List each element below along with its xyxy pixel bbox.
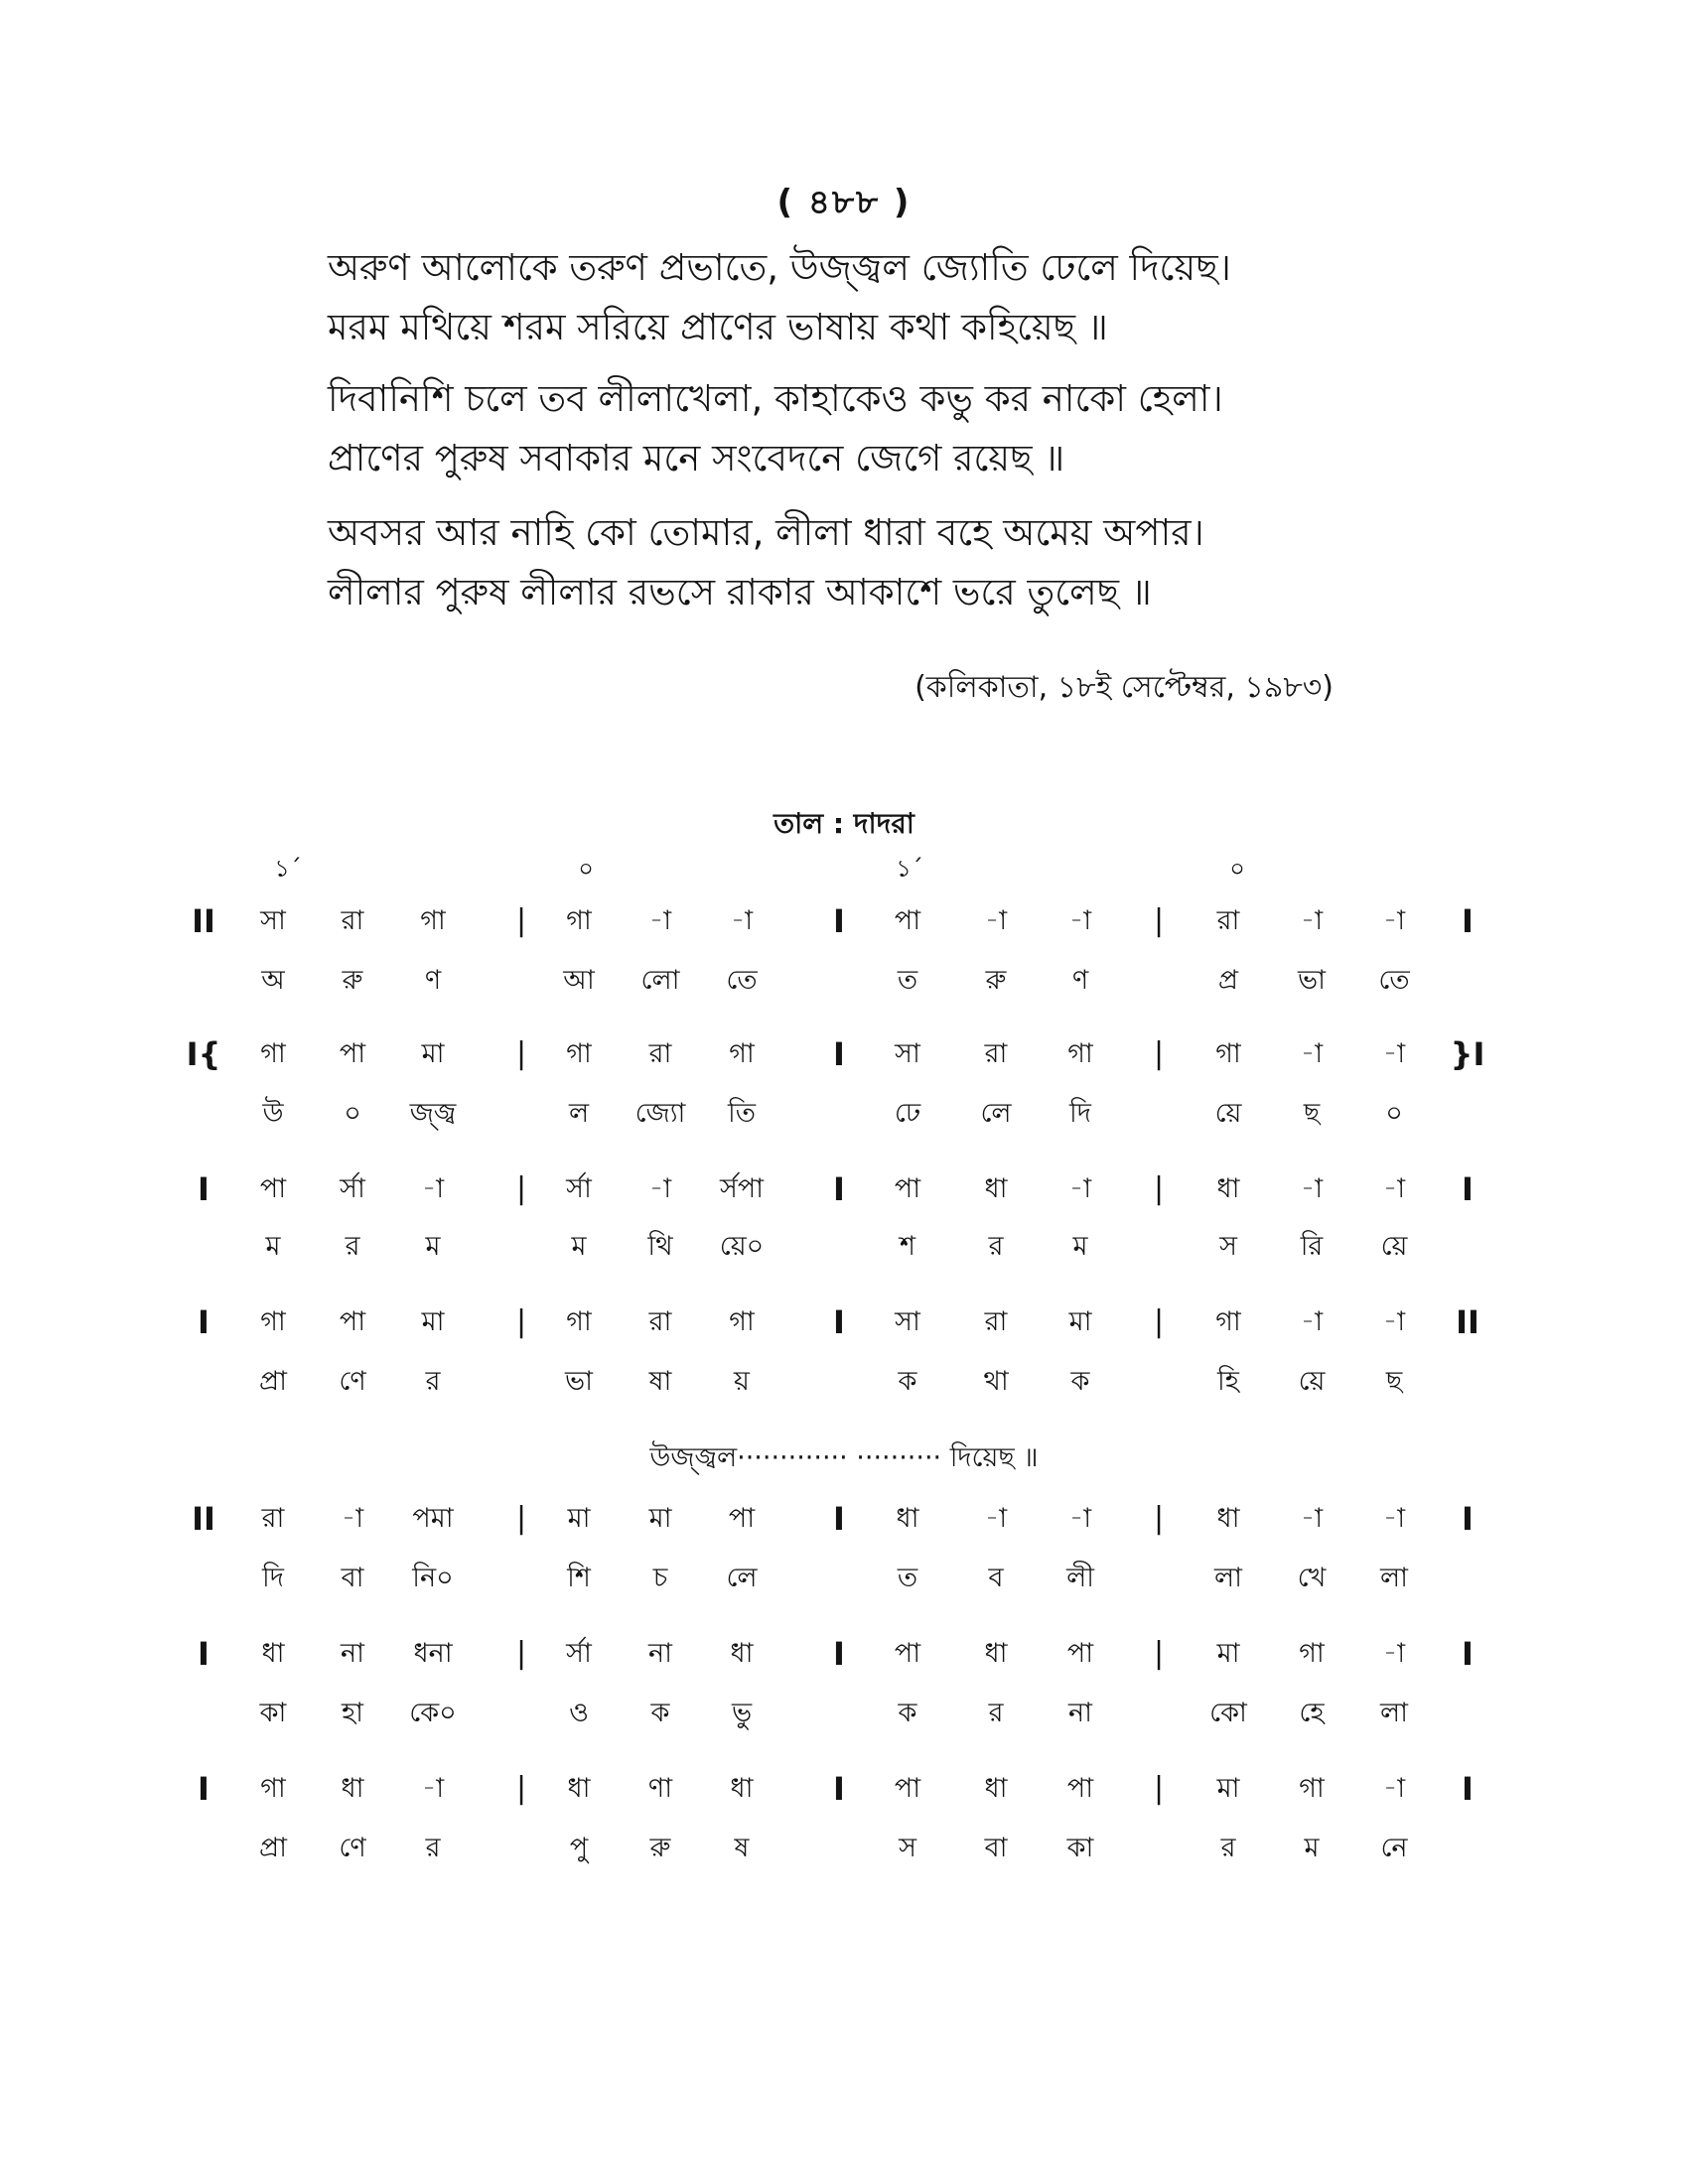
swara-note: পা [894,1638,921,1669]
lyric-syllable: ণে [339,1833,366,1863]
lyric-syllable: র [345,1231,360,1262]
lyric-syllable: আ [563,965,595,996]
bar-line: I [833,1035,845,1073]
tala-heading: তাল : দাদরা [774,807,914,840]
lyric-syllable: প্রা [259,1833,287,1863]
swara-note: -া [648,1173,672,1204]
swara-note: ধা [341,1773,364,1804]
swara-note: ধা [984,1638,1008,1669]
bar-line-end: I [1462,902,1474,940]
lyric-syllable: ঢে [894,1098,921,1129]
lyric-syllable: ম [265,1231,281,1262]
refrain-end: দিয়েছ ॥ [949,1442,1039,1473]
swara-note: -া [421,1773,445,1804]
bar-line: I [833,902,845,940]
bar-line-end: I [1462,1770,1474,1808]
bar-line-start: II [192,902,215,940]
swara-note: -া [1382,1038,1406,1069]
lyric-syllable: কে০ [409,1698,457,1728]
swara-note: -া [1300,1173,1324,1204]
verse-line: মরম মথিয়ে শরম সরিয়ে প্রাণের ভাষায় কথা কহিয়েছ ॥ [328,306,1108,348]
lyric-syllable: ণ [1071,965,1089,996]
lyric-syllable: র [1220,1833,1236,1863]
lyric-syllable: য়ে০ [719,1231,765,1262]
swara-note: -া [1300,1503,1324,1534]
bar-line: I [833,1500,845,1538]
lyric-syllable: র [425,1833,441,1863]
bar-line: I [833,1303,845,1341]
swara-note: ধা [567,1773,591,1804]
lyric-syllable: রু [342,965,363,996]
place-date: (কলিকাতা, ১৮ই সেপ্টেম্বর, ১৯৮৩) [914,670,1334,705]
lyric-syllable: লা [1214,1563,1242,1593]
lyric-syllable: শি [567,1563,591,1593]
swara-note: পমা [412,1503,454,1534]
swara-note: রা [648,1038,672,1069]
lyric-syllable: দি [262,1563,284,1593]
lyric-syllable: য়ে [1298,1366,1326,1397]
lyric-syllable: কো [1209,1698,1247,1728]
lyric-syllable: ষ [734,1833,750,1863]
swara-note: রা [341,905,364,936]
swara-note: গা [566,1038,592,1069]
lyric-syllable: ক [898,1698,917,1728]
bar-line-end: }I [1450,1035,1485,1073]
bar-line: | [1153,1501,1165,1536]
swara-note: রা [1216,905,1240,936]
bar-line: I [833,1635,845,1673]
swara-note: গা [1067,1038,1093,1069]
bar-line: | [1153,1304,1165,1339]
lyric-syllable: ত [897,965,918,996]
verse-line: অবসর আর নাহি কো তোমার, লীলা ধারা বহে অমেয় অপার। [328,511,1204,554]
lyric-syllable: তে [1378,965,1410,996]
lyric-syllable: ম [571,1231,587,1262]
swara-note: পা [1066,1773,1094,1804]
lyric-syllable: উ [262,1098,284,1129]
beat-mark: ০ [578,855,594,883]
lyric-syllable: থি [647,1231,673,1262]
swara-note: গা [1215,1038,1241,1069]
swara-note: না [341,1638,364,1669]
lyric-syllable: ণ [424,965,442,996]
swara-note: পা [339,1306,366,1337]
swara-note: র্সা [566,1638,592,1669]
beat-mark: ১´ [274,855,302,883]
swara-note: -া [1300,905,1324,936]
swara-note: গা [1215,1306,1241,1337]
lyric-syllable: লা [1380,1563,1408,1593]
swara-note: মা [1216,1773,1240,1804]
lyric-syllable: হে [1299,1698,1325,1728]
swara-note: -া [984,1503,1008,1534]
lyric-syllable: য়ে [1214,1098,1242,1129]
bar-line: I [833,1170,845,1208]
lyric-syllable: চ [652,1563,668,1593]
verse-line: অরুণ আলোকে তরুণ প্রভাতে, উজ্জ্বল জ্যোতি ঢেলে দিয়েছ। [328,246,1231,289]
lyric-syllable: জ্জ্ব [409,1098,457,1129]
verse-line: প্রাণের পুরুষ সবাকার মনে সংবেদনে জেগে রয়েছ ॥ [328,437,1065,479]
swara-note: গা [1299,1638,1325,1669]
swara-note: মা [421,1038,445,1069]
lyric-syllable: পু [569,1833,589,1863]
lyric-syllable: থা [983,1366,1009,1397]
lyric-syllable: প্রা [259,1366,287,1397]
bar-line: | [515,1771,527,1806]
lyric-syllable: রু [985,965,1007,996]
lyric-syllable: লে [980,1098,1012,1129]
lyric-syllable: না [1068,1698,1092,1728]
bar-line: | [515,1636,527,1671]
bar-line: | [1153,1036,1165,1071]
bar-line: I [833,1770,845,1808]
lyric-syllable: ভু [731,1698,753,1728]
lyric-syllable: দি [1069,1098,1091,1129]
swara-note: ধা [896,1503,919,1534]
swara-note: ধা [984,1773,1008,1804]
lyric-syllable: ০ [344,1098,361,1129]
bar-line-start: I [198,1170,210,1208]
swara-note: -া [1300,1306,1324,1337]
refrain-cue [0,1437,1688,1482]
swara-note: মা [648,1503,672,1534]
swara-note: গা [1299,1773,1325,1804]
swara-note: সা [895,1306,920,1337]
swara-note: গা [260,1306,286,1337]
swara-note: ধা [730,1638,754,1669]
lyric-syllable: হি [1217,1366,1239,1397]
swara-note: র্সা [340,1173,365,1204]
swara-note: -া [1382,1638,1406,1669]
beat-mark: ০ [1229,855,1245,883]
lyric-syllable: হা [341,1698,364,1728]
swara-note: -া [1382,1306,1406,1337]
lyric-syllable: লো [640,965,680,996]
bar-line-start: I [198,1770,210,1808]
lyric-syllable: স [1219,1231,1237,1262]
swara-note: গা [260,1038,286,1069]
swara-note: গা [420,905,446,936]
lyric-syllable: ক [1070,1366,1090,1397]
swara-note: গা [729,1038,755,1069]
swara-note: সা [895,1038,920,1069]
bar-line: | [1153,1636,1165,1671]
lyric-syllable: ষা [648,1366,672,1397]
swara-note: ধা [261,1638,285,1669]
swara-note: গা [566,905,592,936]
swara-note: ণা [647,1773,673,1804]
lyric-syllable: ছ [1303,1098,1321,1129]
lyric-syllable: ম [1304,1833,1320,1863]
lyric-syllable: ত [897,1563,918,1593]
lyric-syllable: জ্যো [634,1098,686,1129]
refrain-start: উজ্জ্বল [649,1442,738,1473]
swara-note: -া [1382,1503,1406,1534]
lyric-syllable: য় [734,1366,750,1397]
bar-line: | [1153,903,1165,938]
lyric-syllable: ও [569,1698,589,1728]
bar-line-start: I [198,1303,210,1341]
lyric-syllable: লী [1066,1563,1094,1593]
swara-note: মা [421,1306,445,1337]
swara-note: -া [1382,1173,1406,1204]
swara-note: ধা [730,1773,754,1804]
swara-note: পা [894,905,921,936]
bar-line-end: I [1462,1500,1474,1538]
swara-note: গা [260,1773,286,1804]
lyric-syllable: র [988,1698,1004,1728]
lyric-syllable: ব [988,1563,1004,1593]
lyric-syllable: বা [984,1833,1008,1863]
swara-note: -া [1382,905,1406,936]
bar-line: | [1153,1171,1165,1206]
swara-note: -া [648,905,672,936]
lyric-syllable: ভা [565,1366,593,1397]
lyric-syllable: ভা [1298,965,1326,996]
swara-note: রা [261,1503,285,1534]
bar-line-start: I{ [186,1035,221,1073]
lyric-syllable: কা [1066,1833,1094,1863]
lyric-syllable: ম [425,1231,441,1262]
swara-note: পা [728,1503,756,1534]
lyric-syllable: ছ [1385,1366,1403,1397]
page-number: ( ৪৮৮ ) [776,183,912,222]
swara-note: গা [729,1306,755,1337]
bar-line: | [1153,1771,1165,1806]
lyric-syllable: ক [898,1366,917,1397]
beat-mark: ১´ [896,855,923,883]
lyric-syllable: তি [728,1098,756,1129]
lyric-syllable: লা [1380,1698,1408,1728]
lyric-syllable: শ [900,1231,915,1262]
swara-note: -া [1068,1503,1092,1534]
bar-line: | [515,1036,527,1071]
swara-note: পা [1066,1638,1094,1669]
swara-note: পা [894,1773,921,1804]
swara-note: রা [984,1038,1008,1069]
swara-note: রা [648,1306,672,1337]
bar-line-end: I [1462,1635,1474,1673]
lyric-syllable: ক [650,1698,670,1728]
bar-line: | [515,1501,527,1536]
swara-note: -া [1300,1038,1324,1069]
swara-note: ধা [1216,1173,1240,1204]
bar-line: | [515,1304,527,1339]
lyric-syllable: অ [261,965,285,996]
swara-note: -া [1068,905,1092,936]
refrain-dots: ············· ·········· [737,1442,942,1473]
lyric-syllable: ণে [339,1366,366,1397]
swara-note: র্সপা [720,1173,764,1204]
swara-note: ধা [1216,1503,1240,1534]
swara-note: না [648,1638,672,1669]
lyric-syllable: রি [1300,1231,1324,1262]
swara-note: -া [730,905,754,936]
bar-line: | [515,1171,527,1206]
verse-line: দিবানিশি চলে তব লীলাখেলা, কাহাকেও কভু কর নাকো হেলা। [328,377,1223,420]
swara-note: পা [894,1173,921,1204]
swara-note: পা [339,1038,366,1069]
bar-line-end: I [1462,1170,1474,1208]
swara-note: ধা [984,1173,1008,1204]
lyric-syllable: ০ [1385,1098,1403,1129]
swara-note: -া [984,905,1008,936]
swara-note: রা [984,1306,1008,1337]
verse-line: লীলার পুরুষ লীলার রভসে রাকার আকাশে ভরে তুলেছ ॥ [328,571,1152,614]
swara-note: -া [1382,1773,1406,1804]
swara-note: মা [1216,1638,1240,1669]
lyric-syllable: রু [649,1833,671,1863]
lyric-syllable: নি০ [412,1563,454,1593]
lyric-syllable: র [425,1366,441,1397]
lyric-syllable: তে [726,965,758,996]
swara-note: ধনা [413,1638,453,1669]
swara-note: মা [567,1503,591,1534]
lyric-syllable: য়ে [1380,1231,1408,1262]
lyric-syllable: ল [568,1098,590,1129]
lyric-syllable: নে [1380,1833,1408,1863]
swara-note: মা [1068,1306,1092,1337]
lyric-syllable: খে [1297,1563,1327,1593]
swara-note: পা [259,1173,287,1204]
lyric-syllable: র [988,1231,1004,1262]
swara-note: -া [1068,1173,1092,1204]
swara-note: সা [260,905,286,936]
bar-line-end: II [1456,1303,1479,1341]
lyric-syllable: ম [1072,1231,1088,1262]
lyric-syllable: লে [726,1563,758,1593]
swara-note: র্সা [566,1173,592,1204]
bar-line-start: I [198,1635,210,1673]
swara-note: গা [566,1306,592,1337]
lyric-syllable: কা [259,1698,287,1728]
swara-note: -া [341,1503,364,1534]
swara-note: -া [421,1173,445,1204]
bar-line: | [515,903,527,938]
lyric-syllable: প্র [1217,965,1239,996]
bar-line-start: II [192,1500,215,1538]
lyric-syllable: বা [341,1563,364,1593]
lyric-syllable: স [899,1833,916,1863]
